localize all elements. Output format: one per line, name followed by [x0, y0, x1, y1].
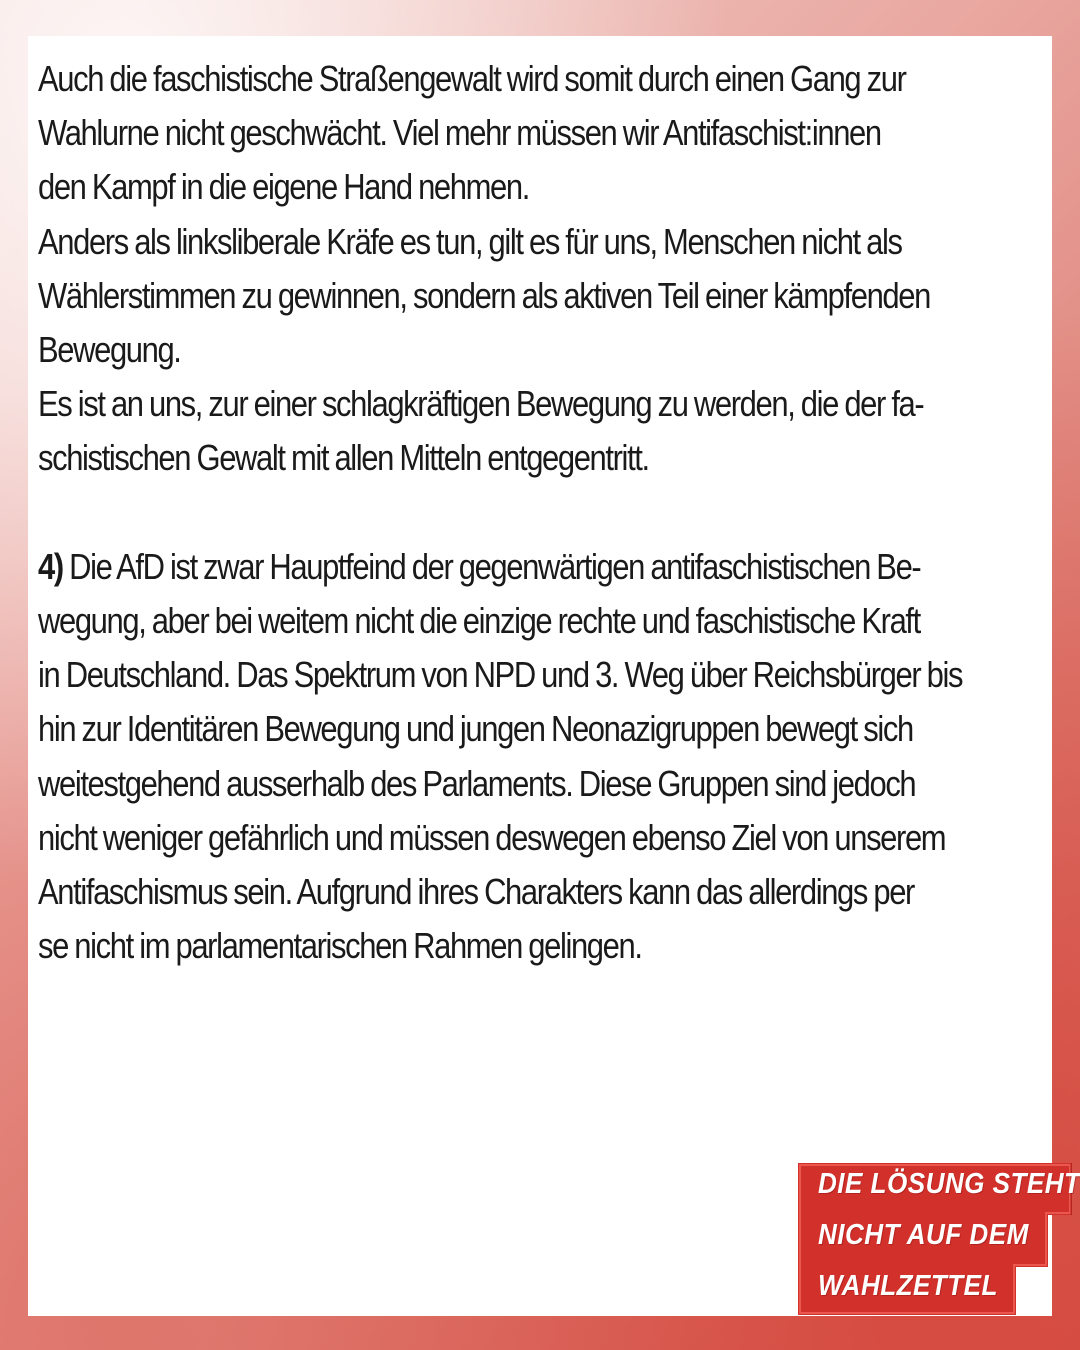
paragraph-1-line-1: Auch die faschistische Straßengewalt wird somit durch einen Gang zur [38, 58, 906, 99]
paragraph-3-line-2: schistischen Gewalt mit allen Mitteln entgegentritt. [38, 437, 649, 479]
text-card [28, 36, 1052, 1316]
point-4-line-2: wegung, aber bei weitem nicht die einzige rechte und faschistische Kraft [38, 600, 920, 642]
point-4-line-4: hin zur Identitären Bewegung und jungen Neonazigruppen bewegt sich [38, 708, 913, 750]
badge-line-1: DIE LÖSUNG STEHT [818, 1168, 1080, 1200]
paragraph-1-line-2: Wahlurne nicht geschwächt. Viel mehr müssen wir Antifaschist:innen [38, 112, 881, 154]
paragraph-spacer [38, 486, 1049, 540]
point-4-line-6: nicht weniger gefährlich und müssen deswegen ebenso Ziel von unserem [38, 816, 946, 858]
badge-line-2: NICHT AUF DEM [818, 1219, 1029, 1251]
slogan-badge [798, 1163, 1080, 1315]
badge-line-3: WAHLZETTEL [818, 1270, 998, 1302]
paragraph-2-line-3: Bewegung. [38, 329, 181, 371]
point-4-line-8: se nicht im parlamentarischen Rahmen gelingen. [38, 925, 642, 967]
point-4-number: 4) [38, 545, 63, 587]
paragraph-2-line-1: Anders als linksliberale Kräfe es tun, gilt es für uns, Menschen nicht als [38, 220, 902, 262]
point-4-line-1 [38, 540, 1049, 594]
paragraph-1-line-3: den Kampf in die eigene Hand nehmen. [38, 166, 529, 208]
paragraph-2-line-2: Wählerstimmen zu gewinnen, sondern als aktiven Teil einer kämpfenden [38, 274, 930, 316]
point-4-line-7: Antifaschismus sein. Aufgrund ihres Charakters kann das allerdings per [38, 871, 914, 913]
paragraph-3-line-1: Es ist an uns, zur einer schlagkräftigen Bewegung zu werden, die der fa- [38, 383, 924, 425]
point-4-line-5: weitestgehend ausserhalb des Parlaments. Diese Gruppen sind jedoch [38, 762, 916, 804]
point-4-first-line-text: Die AfD ist zwar Hauptfeind der gegenwärtigen antifaschistischen Be- [62, 545, 921, 587]
body-text [38, 52, 1049, 973]
point-4-line-3: in Deutschland. Das Spektrum von NPD und 3. Weg über Reichsbürger bis [38, 654, 963, 696]
